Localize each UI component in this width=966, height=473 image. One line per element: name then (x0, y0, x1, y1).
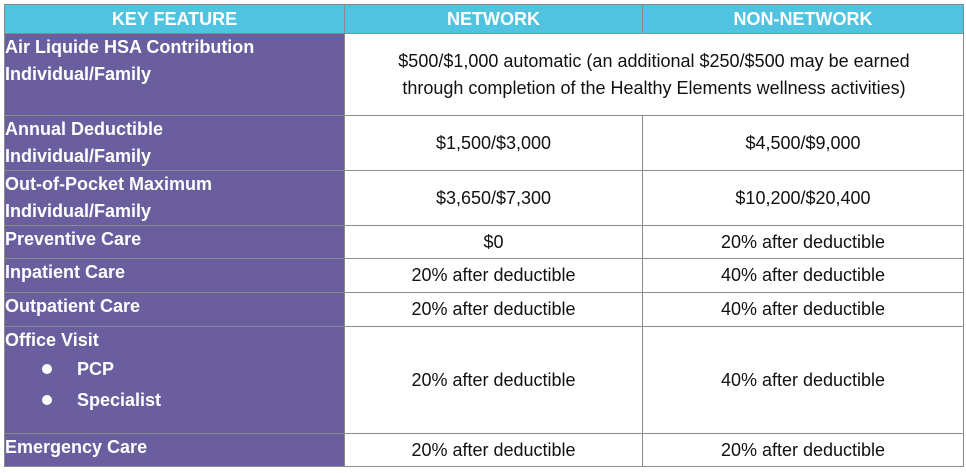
sub-item-pcp: PCP (77, 359, 115, 379)
feature-label-line2: Individual/Family (5, 64, 152, 84)
row-annual-deductible (5, 116, 964, 171)
feature-label-line1: Air Liquide HSA Contribution (5, 37, 255, 57)
row-office-visit (5, 327, 964, 434)
feature-office-visit (5, 327, 345, 434)
row-out-of-pocket-max (5, 171, 964, 226)
feature-label-line2: Individual/Family (5, 201, 152, 221)
bullet-icon (42, 364, 52, 374)
row-inpatient-care (5, 259, 964, 293)
feature-out-of-pocket-max (5, 171, 345, 226)
office-visit-non-network-value: 40% after deductible (643, 327, 964, 434)
hsa-value-line2: through completion of the Healthy Elements wellness activities) (402, 77, 906, 98)
outpatient-network-value: 20% after deductible (345, 293, 643, 327)
row-preventive-care (5, 226, 964, 259)
oop-max-network-value: $3,650/$7,300 (345, 171, 643, 226)
feature-label-line1: Annual Deductible (5, 119, 164, 139)
hsa-contribution-value (345, 34, 964, 116)
row-hsa-contribution (5, 34, 964, 116)
header-key-feature: KEY FEATURE (5, 5, 345, 34)
header-row (5, 5, 964, 34)
feature-annual-deductible (5, 116, 345, 171)
feature-inpatient-care: Inpatient Care (5, 259, 345, 293)
preventive-non-network-value: 20% after deductible (643, 226, 964, 259)
feature-label-line1: Out-of-Pocket Maximum (5, 174, 213, 194)
row-emergency-care (5, 434, 964, 467)
inpatient-non-network-value: 40% after deductible (643, 259, 964, 293)
deductible-non-network-value: $4,500/$9,000 (643, 116, 964, 171)
deductible-network-value: $1,500/$3,000 (345, 116, 643, 171)
emergency-non-network-value: 20% after deductible (643, 434, 964, 467)
list-item (5, 385, 344, 416)
emergency-network-value: 20% after deductible (345, 434, 643, 467)
row-outpatient-care (5, 293, 964, 327)
feature-preventive-care: Preventive Care (5, 226, 345, 259)
feature-emergency-care: Emergency Care (5, 434, 345, 467)
benefits-comparison-table (4, 4, 964, 467)
feature-label-line2: Individual/Family (5, 146, 152, 166)
oop-max-non-network-value: $10,200/$20,400 (643, 171, 964, 226)
inpatient-network-value: 20% after deductible (345, 259, 643, 293)
office-visit-sub-items (5, 354, 344, 416)
feature-outpatient-care: Outpatient Care (5, 293, 345, 327)
preventive-network-value: $0 (345, 226, 643, 259)
feature-hsa-contribution (5, 34, 345, 116)
hsa-value-line1: $500/$1,000 automatic (an additional $250/$500 may be earned (398, 50, 910, 71)
feature-label: Office Visit (5, 330, 99, 350)
bullet-icon (42, 395, 52, 405)
header-network: NETWORK (345, 5, 643, 34)
header-non-network: NON-NETWORK (643, 5, 964, 34)
list-item (5, 354, 344, 385)
outpatient-non-network-value: 40% after deductible (643, 293, 964, 327)
office-visit-network-value: 20% after deductible (345, 327, 643, 434)
sub-item-specialist: Specialist (77, 390, 162, 410)
